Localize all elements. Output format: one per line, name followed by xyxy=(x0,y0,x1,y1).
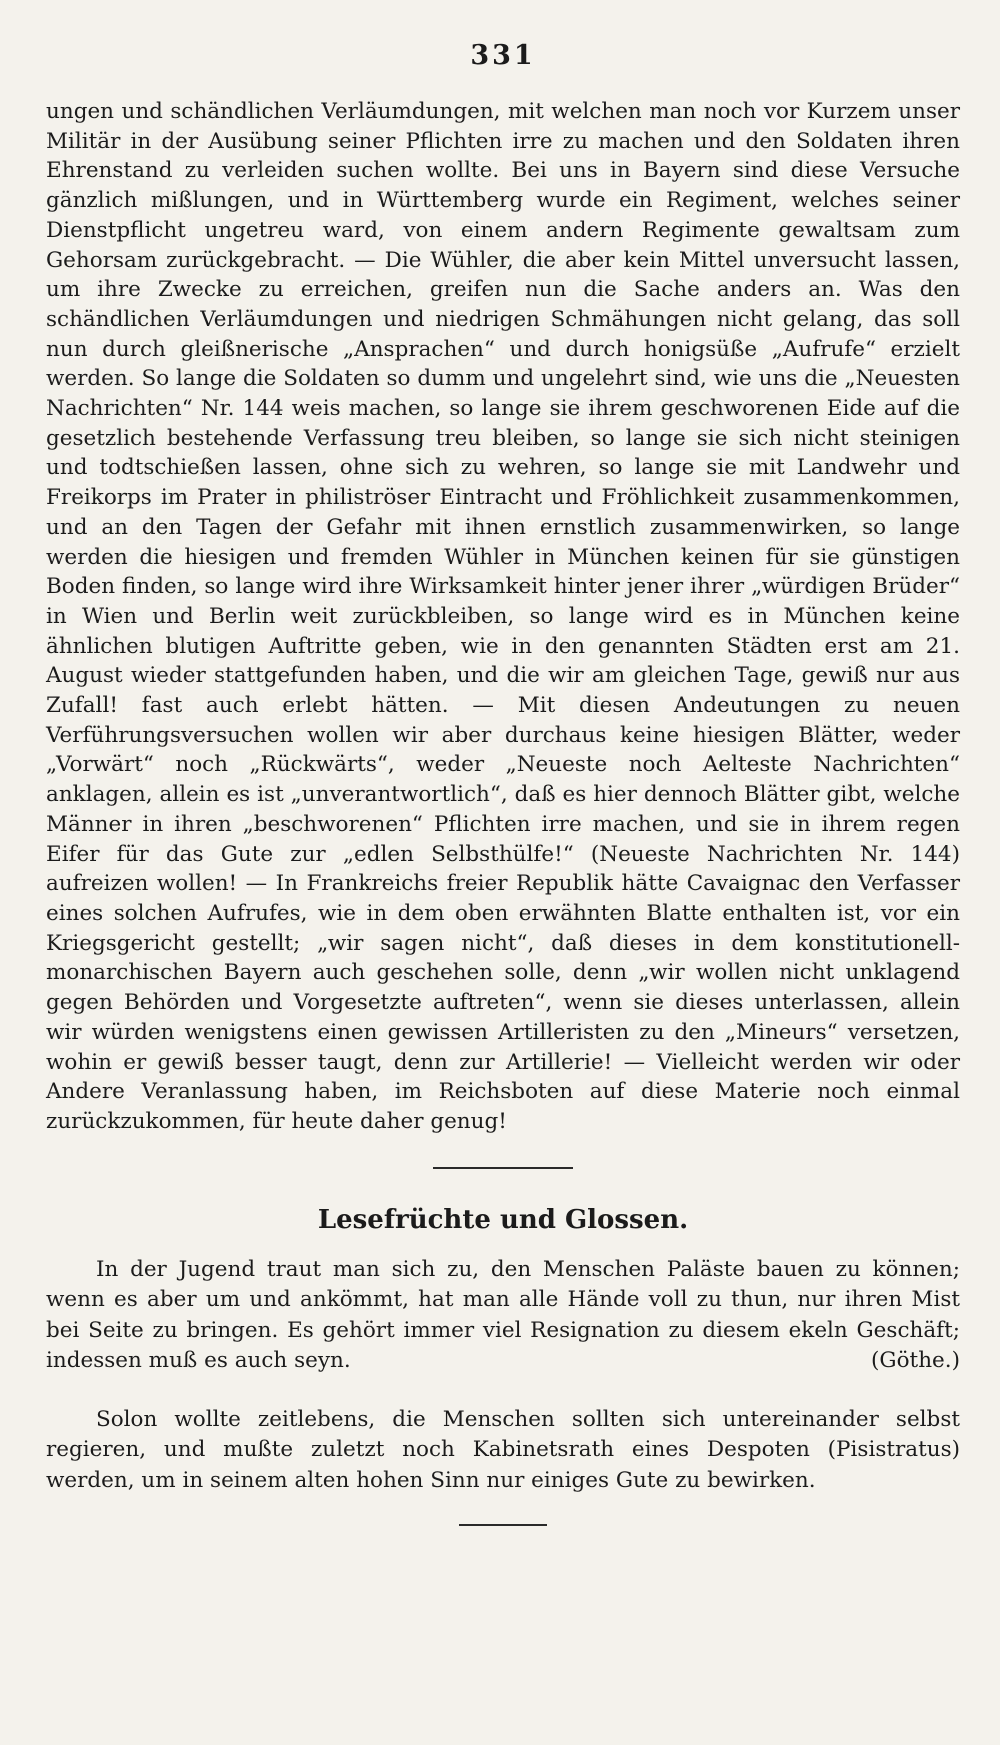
excerpt-paragraph-2-text: Solon wollte zeitlebens, die Menschen sollten sich untereinander selbst regieren, und mußte zuletzt noch Kabinetsrath eines Despoten (Pisistratus) werden, um in seinem alten hohen Sinn nur einiges Gute zu bewirken. xyxy=(46,1406,960,1493)
excerpt-attribution: (Göthe.) xyxy=(871,1348,960,1374)
excerpt-paragraph-1 xyxy=(46,1255,960,1377)
section-title: Lesefrüchte und Glossen. xyxy=(317,1204,689,1235)
section-divider xyxy=(433,1167,573,1169)
closing-divider xyxy=(459,1524,547,1526)
page-number: 331 xyxy=(470,40,536,71)
main-article-text: ungen und schändlichen Verläumdungen, mit welchen man noch vor Kurzem unser Militär in der Ausübung seiner Pflichten irre zu machen und den Soldaten ihren Ehrenstand zu verleiden suchen wollte. Bei uns in Bayern sind diese Versuche gänzlich mißlungen, und in Württemberg wurde ein Regiment, welches seiner Dienstpflicht ungetreu ward, von einem andern Regimente gewaltsam zum Gehorsam zurückgebracht. — Die Wühler, die aber kein Mittel unversucht lassen, um ihre Zwecke zu erreichen, greifen nun die Sache anders an. Was den schändlichen Verläumdungen und niedrigen Schmähungen nicht gelang, das soll nun durch gleißnerische „Ansprachen“ und durch honigsüße „Aufrufe“ erzielt werden. So lange die Soldaten so dumm und ungelehrt sind, wie uns die „Neuesten Nachrichten“ Nr. 144 weis machen, so lange sie ihrem geschworenen Eide auf die gesetzlich bestehende Verfassung treu bleiben, so lange sie sich nicht steinigen und todtschießen lassen, ohne sich zu wehren, so lange sie mit Landwehr und Freikorps im Prater in philiströser Eintracht und Fröhlichkeit zusammenkommen, und an den Tagen der Gefahr mit ihnen ernstlich zusammenwirken, so lange werden die hiesigen und fremden Wühler in München keinen für sie günstigen Boden finden, so lange wird ihre Wirksamkeit hinter jener ihrer „würdigen Brüder“ in Wien und Berlin weit zurückbleiben, so lange wird es in München keine ähnlichen blutigen Auftritte geben, wie in den genannten Städten erst am 21. August wieder stattgefunden haben, und die wir am gleichen Tage, gewiß nur aus Zufall! fast auch erlebt hätten. — Mit diesen Andeutungen zu neuen Verführungsversuchen wollen wir aber durchaus keine hiesigen Blätter, weder „Vorwärt“ noch „Rückwärts“, weder „Neueste noch Aelteste Nachrichten“ anklagen, allein es ist „unverantwortlich“, daß es hier dennoch Blätter gibt, welche Männer in ihren „beschworenen“ Pflichten irre machen, und sie in ihrem regen Eifer für das Gute zur „edlen Selbsthülfe!“ (Neueste Nachrichten Nr. 144) aufreizen wollen! — In Frankreichs freier Republik hätte Cavaignac den Verfasser eines solchen Aufrufes, wie in dem oben erwähnten Blatte enthalten ist, vor ein Kriegsgericht gestellt; „wir sagen nicht“, daß dieses in dem konstitutionell-monarchischen Bayern auch geschehen solle, denn „wir wollen nicht unklagend gegen Behörden und Vorgesetzte auftreten“, wenn sie dieses unterlassen, allein wir würden wenigstens einen gewissen Artilleristen zu den „Mineurs“ versetzen, wohin er gewiß besser taugt, denn zur Artillerie! — Vielleicht werden wir oder Andere Veranlassung haben, im Reichsboten auf diese Materie noch einmal zurückzukommen, für heute daher genug! xyxy=(46,99,960,1134)
excerpt-paragraph-2 xyxy=(46,1405,960,1497)
excerpt-paragraph-1-text: In der Jugend traut man sich zu, den Menschen Paläste bauen zu können; wenn es aber um und ankömmt, hat man alle Hände voll zu thun, nur ihren Mist bei Seite zu bringen. Es gehört immer viel Resignation zu diesem ekeln Geschäft; indessen muß es auch seyn. xyxy=(46,1256,960,1374)
